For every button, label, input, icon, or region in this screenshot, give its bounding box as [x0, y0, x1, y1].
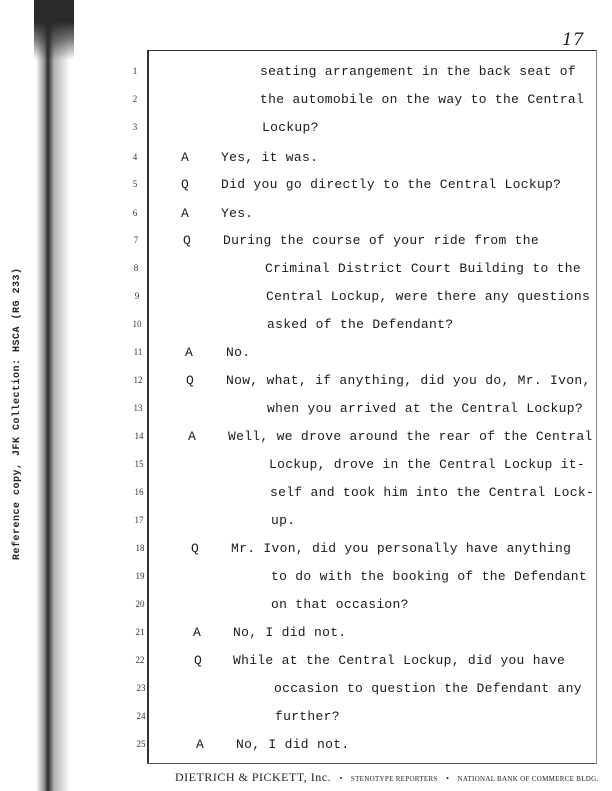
- line-number: 9: [134, 291, 140, 301]
- line-text: Lockup?: [262, 120, 319, 135]
- speaker-label: Q: [183, 233, 191, 248]
- line-number: 20: [135, 599, 145, 609]
- line-number: 15: [134, 459, 144, 469]
- line-text: self and took him into the Central Lock-: [270, 485, 595, 500]
- line-number: 18: [135, 543, 145, 553]
- line-number: 12: [133, 375, 143, 385]
- line-number: 3: [132, 122, 138, 132]
- line-number: 1: [132, 66, 138, 76]
- line-text: further?: [275, 709, 340, 724]
- line-number: 19: [135, 571, 145, 581]
- line-text: up.: [271, 513, 296, 528]
- speaker-label: Q: [186, 373, 194, 388]
- line-number: 23: [136, 683, 146, 693]
- line-text: the automobile on the way to the Central: [260, 92, 585, 107]
- speaker-label: Q: [194, 653, 202, 668]
- line-text: No, I did not.: [236, 737, 350, 752]
- reference-copy-note: Reference copy, JFK Collection: HSCA (RG 233): [12, 267, 23, 560]
- line-text: Criminal District Court Building to the: [265, 261, 581, 276]
- line-number: 16: [134, 487, 144, 497]
- page-frame-bottom: [147, 763, 596, 764]
- speaker-label: A: [188, 429, 196, 444]
- line-text: No.: [226, 345, 251, 360]
- footer-address: NATIONAL BANK OF COMMERCE BLDG.: [457, 775, 599, 783]
- page-frame-top: [148, 50, 596, 51]
- line-number: 25: [136, 739, 146, 749]
- speaker-label: A: [185, 345, 193, 360]
- line-text: While at the Central Lockup, did you have: [233, 653, 566, 668]
- scan-edge-top-shadow: [34, 0, 74, 60]
- page-footer: [175, 770, 599, 785]
- line-number: 8: [133, 263, 139, 273]
- line-text: Well, we drove around the rear of the Central: [228, 429, 593, 444]
- line-text: Now, what, if anything, did you do, Mr. Ivon,: [226, 373, 591, 388]
- line-text: Yes, it was.: [221, 150, 319, 165]
- speaker-label: Q: [191, 541, 199, 556]
- footer-separator: •: [339, 774, 343, 783]
- page-number: 17: [562, 30, 584, 50]
- footer-firm: DIETRICH & PICKETT, Inc.: [175, 770, 332, 784]
- line-number: 24: [136, 711, 146, 721]
- line-text: occasion to question the Defendant any: [274, 681, 582, 696]
- line-number: 10: [132, 319, 142, 329]
- line-text: on that occasion?: [271, 597, 409, 612]
- line-text: Did you go directly to the Central Lockup?: [221, 177, 562, 192]
- line-number: 22: [135, 655, 145, 665]
- line-text: Mr. Ivon, did you personally have anything: [231, 541, 572, 556]
- line-number: 11: [133, 347, 143, 357]
- line-text: No, I did not.: [233, 625, 347, 640]
- line-text: asked of the Defendant?: [267, 317, 454, 332]
- line-number: 13: [133, 403, 143, 413]
- line-text: During the course of your ride from the: [223, 233, 539, 248]
- scan-edge-shadow: [36, 0, 72, 791]
- line-number: 17: [134, 515, 144, 525]
- line-text: to do with the booking of the Defendant: [271, 569, 587, 584]
- line-number: 4: [132, 152, 138, 162]
- line-number: 21: [135, 627, 145, 637]
- speaker-label: A: [196, 737, 204, 752]
- line-text: Yes.: [221, 206, 254, 221]
- line-number: 2: [132, 94, 138, 104]
- line-number: 6: [132, 208, 138, 218]
- page-frame-right: [596, 50, 597, 764]
- line-text: Lockup, drove in the Central Lockup it-: [269, 457, 585, 472]
- line-text: when you arrived at the Central Lockup?: [267, 401, 583, 416]
- line-number: 5: [132, 179, 138, 189]
- line-number: 14: [134, 431, 144, 441]
- line-text: Central Lockup, were there any questions: [266, 289, 591, 304]
- line-text: seating arrangement in the back seat of: [260, 64, 576, 79]
- line-number: 7: [133, 235, 139, 245]
- footer-service: STENOTYPE REPORTERS: [350, 775, 438, 783]
- speaker-label: A: [181, 150, 189, 165]
- footer-separator: •: [446, 774, 449, 783]
- speaker-label: A: [193, 625, 201, 640]
- speaker-label: Q: [181, 177, 189, 192]
- speaker-label: A: [181, 206, 189, 221]
